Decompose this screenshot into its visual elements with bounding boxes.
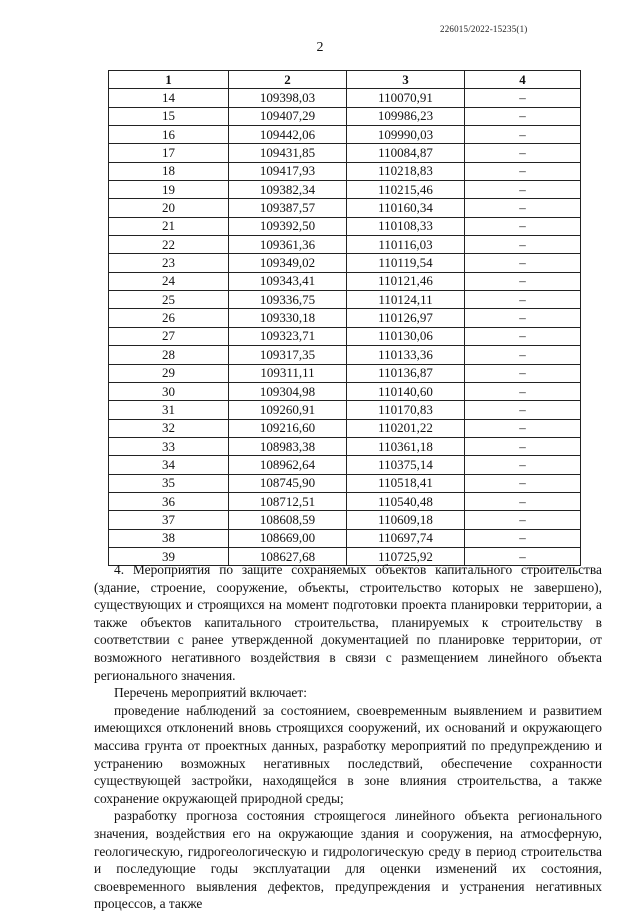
table-cell: 110126,97 — [347, 309, 465, 327]
table-cell: 110218,83 — [347, 162, 465, 180]
table-cell: – — [465, 474, 581, 492]
table-cell: – — [465, 291, 581, 309]
table-cell: 33 — [109, 437, 229, 455]
table-cell: 110375,14 — [347, 456, 465, 474]
table-cell: – — [465, 107, 581, 125]
table-cell: 109343,41 — [229, 272, 347, 290]
table-cell: 109398,03 — [229, 89, 347, 107]
table-row — [109, 199, 581, 217]
table-row — [109, 437, 581, 455]
table-cell: 109330,18 — [229, 309, 347, 327]
table-cell: – — [465, 144, 581, 162]
table-cell: 18 — [109, 162, 229, 180]
table-cell: 109986,23 — [347, 107, 465, 125]
table-cell: 15 — [109, 107, 229, 125]
column-header: 4 — [465, 71, 581, 89]
paragraph: разработку прогноза состояния строящегося линейного объекта регионального значения, воздействия его на окружающие здания и сооружения, на атмосферную, геологическую, гидрогеологическую и гидрологическую среду в период строительства и последующие годы эксплуатации для оценки изменений их состояния, своевременного выявления дефектов, предупреждения и устранения негативных процессов, а также — [94, 808, 602, 912]
column-header: 2 — [229, 71, 347, 89]
table-cell: 110697,74 — [347, 529, 465, 547]
table-cell: 24 — [109, 272, 229, 290]
table-cell: 38 — [109, 529, 229, 547]
table-row — [109, 492, 581, 510]
table-cell: 110130,06 — [347, 327, 465, 345]
table-cell: 108608,59 — [229, 511, 347, 529]
table-cell: 110361,18 — [347, 437, 465, 455]
table-cell: 109990,03 — [347, 126, 465, 144]
table-cell: 110084,87 — [347, 144, 465, 162]
table-row — [109, 309, 581, 327]
table-cell: 23 — [109, 254, 229, 272]
table-cell: 27 — [109, 327, 229, 345]
table-cell: 20 — [109, 199, 229, 217]
table-cell: 37 — [109, 511, 229, 529]
coordinates-table — [108, 70, 581, 566]
table-row — [109, 364, 581, 382]
table-cell: 28 — [109, 346, 229, 364]
table-cell: 109216,60 — [229, 419, 347, 437]
table-cell: – — [465, 419, 581, 437]
table-cell: – — [465, 199, 581, 217]
table-cell: 109442,06 — [229, 126, 347, 144]
table-cell: – — [465, 346, 581, 364]
table-cell: 22 — [109, 236, 229, 254]
table-cell: 32 — [109, 419, 229, 437]
table-cell: – — [465, 309, 581, 327]
table-cell: – — [465, 181, 581, 199]
table-cell: 109260,91 — [229, 401, 347, 419]
table-cell: – — [465, 89, 581, 107]
table-cell: – — [465, 126, 581, 144]
table-cell: 29 — [109, 364, 229, 382]
table-row — [109, 181, 581, 199]
table-cell: – — [465, 364, 581, 382]
document-id: 226015/2022-15235(1) — [440, 24, 528, 34]
paragraph: 4. Мероприятия по защите сохраняемых объектов капитального строительства (здание, строение, сооружение, объекты, строительство которых не завершено), существующих и строящихся на момент подготовки проекта планировки территории, а также объектов капитального строительства, планируемых к строительству в соответствии с ранее утвержденной документацией по планировке территории, от возможного негативного воздействия в связи с размещением линейного объекта регионального значения. — [94, 562, 602, 683]
table-cell: – — [465, 437, 581, 455]
table-cell: – — [465, 511, 581, 529]
table-cell: – — [465, 327, 581, 345]
table-cell: 30 — [109, 382, 229, 400]
table-cell: 109323,71 — [229, 327, 347, 345]
table-cell: 34 — [109, 456, 229, 474]
table-row — [109, 346, 581, 364]
table-cell: 17 — [109, 144, 229, 162]
table-row — [109, 382, 581, 400]
table-row — [109, 511, 581, 529]
table-cell: 39 — [109, 547, 229, 565]
table-cell: 109417,93 — [229, 162, 347, 180]
table-row — [109, 529, 581, 547]
column-header: 1 — [109, 71, 229, 89]
paragraph: Перечень мероприятий включает: — [114, 685, 307, 701]
table-cell: 110136,87 — [347, 364, 465, 382]
table-header-row — [109, 71, 581, 89]
column-header: 3 — [347, 71, 465, 89]
table-cell: 16 — [109, 126, 229, 144]
table-row — [109, 144, 581, 162]
table-cell: 110540,48 — [347, 492, 465, 510]
table-cell: – — [465, 529, 581, 547]
table-cell: 109382,34 — [229, 181, 347, 199]
table-cell: 14 — [109, 89, 229, 107]
table-cell: – — [465, 401, 581, 419]
table-cell: – — [465, 492, 581, 510]
table-cell: – — [465, 217, 581, 235]
table-cell: 110116,03 — [347, 236, 465, 254]
table-cell: 110070,91 — [347, 89, 465, 107]
table-cell: – — [465, 236, 581, 254]
table-cell: 25 — [109, 291, 229, 309]
table-row — [109, 291, 581, 309]
table-cell: 110119,54 — [347, 254, 465, 272]
table-row — [109, 254, 581, 272]
table-cell: 109304,98 — [229, 382, 347, 400]
table-cell: 110201,22 — [347, 419, 465, 437]
table-cell: 109317,35 — [229, 346, 347, 364]
table-cell: 109407,29 — [229, 107, 347, 125]
table-cell: 110518,41 — [347, 474, 465, 492]
table-cell: 108745,90 — [229, 474, 347, 492]
table-row — [109, 107, 581, 125]
table-row — [109, 236, 581, 254]
table-cell: 110121,46 — [347, 272, 465, 290]
table-cell: 110160,34 — [347, 199, 465, 217]
table-row — [109, 401, 581, 419]
table-cell: 109387,57 — [229, 199, 347, 217]
table-cell: 110170,83 — [347, 401, 465, 419]
table-cell: – — [465, 272, 581, 290]
table-row — [109, 272, 581, 290]
paragraph: проведение наблюдений за состоянием, своевременным выявлением и развитием имеющихся отклонений вновь строящихся сооружений, их оснований и окружающего массива грунта от проектных данных, разработку мероприятий по предупреждению и устранению возможных негативных последствий, обеспечение сохранности существующей застройки, находящейся в зоне влияния строительства, а также сохранение окружающей природной среды; — [94, 702, 602, 806]
table-cell: 26 — [109, 309, 229, 327]
table-row — [109, 327, 581, 345]
table-cell: 109431,85 — [229, 144, 347, 162]
table-cell: 108627,68 — [229, 547, 347, 565]
table-body — [109, 89, 581, 566]
table-row — [109, 89, 581, 107]
table-row — [109, 474, 581, 492]
table-row — [109, 217, 581, 235]
table-cell: 21 — [109, 217, 229, 235]
table-cell: 108669,00 — [229, 529, 347, 547]
table-cell: – — [465, 382, 581, 400]
table-cell: 109392,50 — [229, 217, 347, 235]
table-cell: 109311,11 — [229, 364, 347, 382]
table-cell: 110725,92 — [347, 547, 465, 565]
page-number: 2 — [316, 40, 324, 55]
table-cell: 108983,38 — [229, 437, 347, 455]
body-text — [94, 561, 602, 913]
table-cell: 36 — [109, 492, 229, 510]
table-cell: 31 — [109, 401, 229, 419]
table-cell: – — [465, 547, 581, 565]
table-row — [109, 126, 581, 144]
table-cell: 110609,18 — [347, 511, 465, 529]
table-row — [109, 162, 581, 180]
table-cell: 110140,60 — [347, 382, 465, 400]
table-cell: 109349,02 — [229, 254, 347, 272]
table-cell: 110133,36 — [347, 346, 465, 364]
table-cell: 19 — [109, 181, 229, 199]
table-cell: 35 — [109, 474, 229, 492]
table-cell: – — [465, 254, 581, 272]
table-cell: – — [465, 456, 581, 474]
table-cell: 109361,36 — [229, 236, 347, 254]
table-cell: 108712,51 — [229, 492, 347, 510]
table-cell: 110108,33 — [347, 217, 465, 235]
table-cell: 109336,75 — [229, 291, 347, 309]
table-row — [109, 456, 581, 474]
table-row — [109, 419, 581, 437]
table-cell: 110124,11 — [347, 291, 465, 309]
table-cell: 110215,46 — [347, 181, 465, 199]
table-cell: 108962,64 — [229, 456, 347, 474]
table-cell: – — [465, 162, 581, 180]
